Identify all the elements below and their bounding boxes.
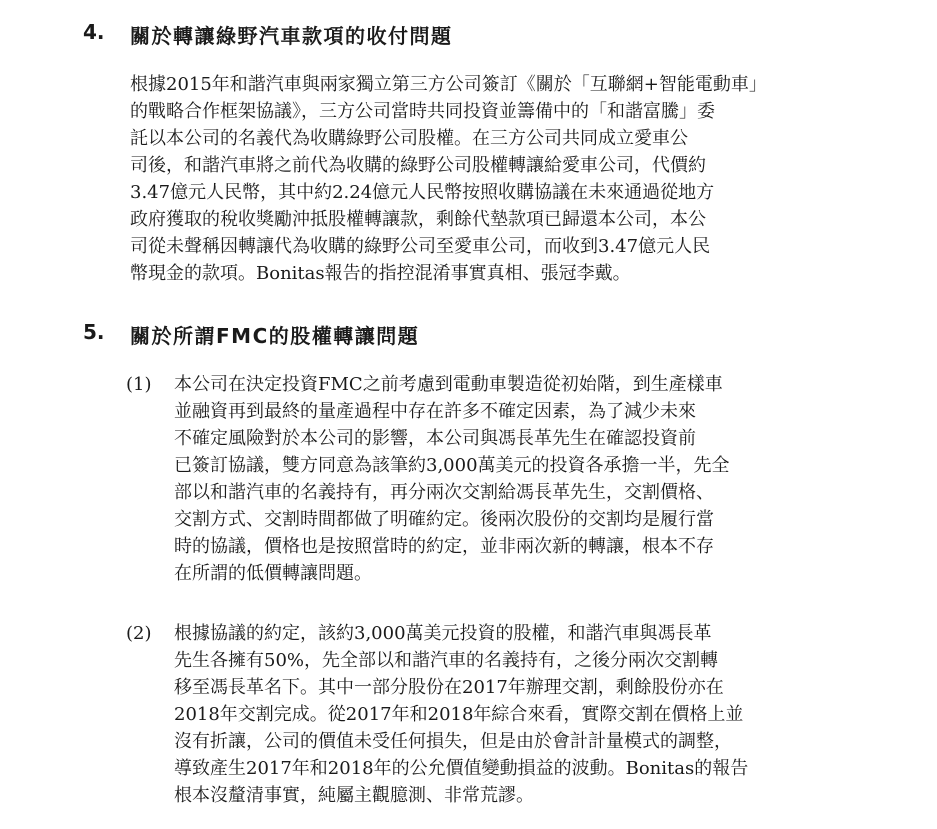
paragraph-line: 並融資再到最終的量產過程中存在許多不確定因素，為了減少未來: [174, 401, 696, 422]
section-5-heading: [0, 320, 937, 350]
paragraph-line: 在所謂的低價轉讓問題。: [174, 563, 372, 584]
paragraph-line: 沒有折讓，公司的價值未受任何損失，但是由於會計計量模式的調整，: [174, 731, 732, 752]
paragraph-line: 2018年交割完成。從2017年和2018年綜合來看，實際交割在價格上並: [174, 704, 744, 725]
paragraph-line: 移至馮長革名下。其中一部分股份在2017年辦理交割，剩餘股份亦在: [174, 677, 724, 698]
paragraph-line: 交割方式、交割時間都做了明確約定。後兩次股份的交割均是履行當: [174, 509, 714, 530]
item-1-label: (1): [126, 374, 152, 395]
section-5-title: 關於所謂FMC的股權轉讓問題: [130, 324, 420, 348]
paragraph-line: 導致產生2017年和2018年的公允價值變動損益的波動。Bonitas的報告: [174, 758, 749, 779]
item-2-label: (2): [126, 623, 152, 644]
section-4-number: 4.: [83, 20, 105, 44]
paragraph-line: 時的協議，價格也是按照當時的約定，並非兩次新的轉讓，根本不存: [174, 536, 714, 557]
section-5-number: 5.: [83, 320, 105, 344]
paragraph-line: 先生各擁有50%，先全部以和諧汽車的名義持有，之後分兩次交割轉: [174, 650, 719, 671]
paragraph-line: 根本沒釐清事實，純屬主觀臆測、非常荒謬。: [174, 785, 534, 806]
section-4-heading: [0, 20, 937, 50]
paragraph-line: 已簽訂協議，雙方同意為該筆約3,000萬美元的投資各承擔一半，先全: [174, 455, 730, 476]
paragraph-line: 司後，和諧汽車將之前代為收購的綠野公司股權轉讓給愛車公司，代價約: [130, 155, 706, 176]
paragraph-line: 的戰略合作框架協議》，三方公司當時共同投資並籌備中的「和諧富騰」委: [130, 101, 715, 122]
paragraph-line: 政府獲取的稅收獎勵沖抵股權轉讓款，剩餘代墊款項已歸還本公司，本公: [130, 209, 706, 230]
paragraph-line: 本公司在決定投資FMC之前考慮到電動車製造從初始階，到生產樣車: [174, 374, 723, 395]
paragraph-line: 託以本公司的名義代為收購綠野公司股權。在三方公司共同成立愛車公: [130, 128, 688, 149]
paragraph-line: 司從未聲稱因轉讓代為收購的綠野公司至愛車公司，而收到3.47億元人民: [130, 236, 711, 257]
paragraph-line: 根據2015年和諧汽車與兩家獨立第三方公司簽訂《關於「互聯網+智能電動車」: [130, 74, 767, 95]
paragraph-line: 3.47億元人民幣，其中約2.24億元人民幣按照收購協議在未來通過從地方: [130, 182, 715, 203]
paragraph-line: 根據協議的約定，該約3,000萬美元投資的股權，和諧汽車與馮長革: [174, 623, 712, 644]
section-4-title: 關於轉讓綠野汽車款項的收付問題: [130, 24, 453, 48]
paragraph-line: 部以和諧汽車的名義持有，再分兩次交割給馮長革先生，交割價格、: [174, 482, 714, 503]
paragraph-line: 幣現金的款項。Bonitas報告的指控混淆事實真相、張冠李戴。: [130, 263, 631, 284]
paragraph-line: 不確定風險對於本公司的影響，本公司與馮長革先生在確認投資前: [174, 428, 696, 449]
